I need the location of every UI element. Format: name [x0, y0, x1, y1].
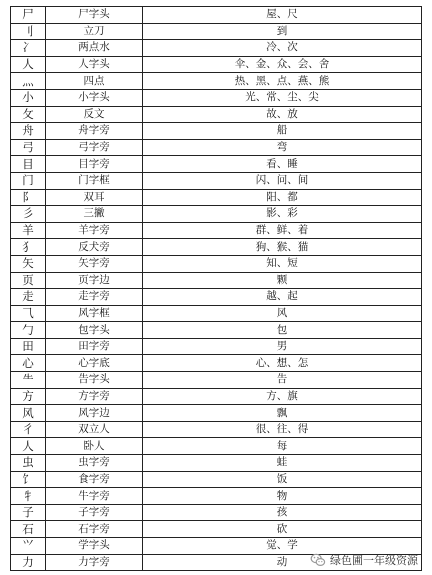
radical-cell: 灬 [11, 73, 46, 90]
table-row [11, 89, 422, 106]
radical-cell: 矢 [11, 255, 46, 272]
radical-cell: 羊 [11, 222, 46, 239]
examples-cell: 男 [143, 338, 422, 355]
table-row [11, 438, 422, 455]
radical-cell: 弓 [11, 139, 46, 156]
table-row [11, 289, 422, 306]
examples-cell: 冷、次 [143, 40, 422, 57]
examples-cell: 伞、金、众、会、舍 [143, 56, 422, 73]
examples-cell: 心、想、怎 [143, 355, 422, 372]
examples-cell: 越、起 [143, 289, 422, 306]
examples-cell: 动 [143, 554, 422, 571]
name-cell: 页字边 [46, 272, 143, 289]
radical-cell: 石 [11, 521, 46, 538]
name-cell: 学字头 [46, 538, 143, 555]
examples-cell: 每 [143, 438, 422, 455]
name-cell: 尸字头 [46, 7, 143, 24]
radical-cell: 人 [11, 438, 46, 455]
name-cell: 立刀 [46, 23, 143, 40]
table-row [11, 123, 422, 140]
table-row [11, 488, 422, 505]
table-row [11, 206, 422, 223]
examples-cell: 蛙 [143, 455, 422, 472]
table-row [11, 421, 422, 438]
name-cell: 小字头 [46, 89, 143, 106]
examples-cell: 光、常、尘、尖 [143, 89, 422, 106]
name-cell: 舟字旁 [46, 123, 143, 140]
name-cell: 卧人 [46, 438, 143, 455]
examples-cell: 屋、尺 [143, 7, 422, 24]
name-cell: 田字旁 [46, 338, 143, 355]
examples-cell: 阳、都 [143, 189, 422, 206]
radical-cell: 阝 [11, 189, 46, 206]
name-cell: 矢字旁 [46, 255, 143, 272]
radical-cell: ⺄ [11, 305, 46, 322]
radical-cell: 彡 [11, 206, 46, 223]
table-row [11, 222, 422, 239]
examples-cell: 到 [143, 23, 422, 40]
examples-cell: 船 [143, 123, 422, 140]
radical-cell: 牜 [11, 488, 46, 505]
name-cell: 三撇 [46, 206, 143, 223]
examples-cell: 闪、问、间 [143, 172, 422, 189]
name-cell: 牛字旁 [46, 488, 143, 505]
radical-cell: 风 [11, 405, 46, 422]
examples-cell: 看、睡 [143, 156, 422, 173]
table-row [11, 23, 422, 40]
table-row [11, 521, 422, 538]
table-row [11, 355, 422, 372]
radical-table [10, 6, 422, 571]
table-row [11, 338, 422, 355]
examples-cell: 弯 [143, 139, 422, 156]
table-row [11, 189, 422, 206]
radical-cell: 心 [11, 355, 46, 372]
radical-cell: ⺍ [11, 538, 46, 555]
examples-cell: 很、往、得 [143, 421, 422, 438]
examples-cell: 觉、学 [143, 538, 422, 555]
examples-cell: 方、旗 [143, 388, 422, 405]
radical-cell: ⺧ [11, 372, 46, 389]
table-row [11, 106, 422, 123]
radical-cell: 力 [11, 554, 46, 571]
table-row [11, 455, 422, 472]
radical-cell: 田 [11, 338, 46, 355]
radical-cell: 饣 [11, 471, 46, 488]
radical-cell: 走 [11, 289, 46, 306]
table-row [11, 504, 422, 521]
radical-cell: 勹 [11, 322, 46, 339]
table-row [11, 388, 422, 405]
table-row [11, 73, 422, 90]
radical-cell: 方 [11, 388, 46, 405]
examples-cell: 包 [143, 322, 422, 339]
name-cell: 风字框 [46, 305, 143, 322]
name-cell: 方字旁 [46, 388, 143, 405]
radical-cell: 虫 [11, 455, 46, 472]
watermark-text: 绿色圃一年级资源 [330, 554, 418, 567]
table-row [11, 7, 422, 24]
table-row [11, 322, 422, 339]
table-row [11, 305, 422, 322]
name-cell: 石字旁 [46, 521, 143, 538]
name-cell: 反文 [46, 106, 143, 123]
name-cell: 羊字旁 [46, 222, 143, 239]
name-cell: 目字旁 [46, 156, 143, 173]
radical-cell: 子 [11, 504, 46, 521]
examples-cell: 故、放 [143, 106, 422, 123]
table-row [11, 405, 422, 422]
radical-cell: 彳 [11, 421, 46, 438]
name-cell: 人字头 [46, 56, 143, 73]
examples-cell: 孩 [143, 504, 422, 521]
name-cell: 包字头 [46, 322, 143, 339]
radical-cell: 攵 [11, 106, 46, 123]
name-cell: 虫字旁 [46, 455, 143, 472]
examples-cell: 物 [143, 488, 422, 505]
table-row [11, 139, 422, 156]
table-row [11, 40, 422, 57]
radical-cell: 小 [11, 89, 46, 106]
watermark [310, 551, 418, 569]
examples-cell: 热、黑、点、燕、熊 [143, 73, 422, 90]
radical-table-body [11, 7, 422, 571]
radical-cell: 刂 [11, 23, 46, 40]
wechat-icon [310, 552, 326, 568]
radical-cell: 冫 [11, 40, 46, 57]
name-cell: 四点 [46, 73, 143, 90]
name-cell: 力字旁 [46, 554, 143, 571]
examples-cell: 影、彩 [143, 206, 422, 223]
name-cell: 子字旁 [46, 504, 143, 521]
name-cell: 风字边 [46, 405, 143, 422]
table-row [11, 272, 422, 289]
document-page [10, 6, 422, 571]
examples-cell: 知、短 [143, 255, 422, 272]
table-row [11, 255, 422, 272]
radical-cell: 人 [11, 56, 46, 73]
examples-cell: 颗 [143, 272, 422, 289]
table-row [11, 156, 422, 173]
name-cell: 反犬旁 [46, 239, 143, 256]
name-cell: 食字旁 [46, 471, 143, 488]
radical-cell: 页 [11, 272, 46, 289]
radical-cell: 舟 [11, 123, 46, 140]
examples-cell: 风 [143, 305, 422, 322]
table-row [11, 239, 422, 256]
radical-cell: 尸 [11, 7, 46, 24]
name-cell: 双耳 [46, 189, 143, 206]
radical-cell: 目 [11, 156, 46, 173]
table-row [11, 471, 422, 488]
name-cell: 双立人 [46, 421, 143, 438]
name-cell: 门字框 [46, 172, 143, 189]
name-cell: 心字底 [46, 355, 143, 372]
radical-cell: 门 [11, 172, 46, 189]
name-cell: 弓字旁 [46, 139, 143, 156]
examples-cell: 群、鲜、着 [143, 222, 422, 239]
examples-cell: 狗、猴、猫 [143, 239, 422, 256]
examples-cell: 饭 [143, 471, 422, 488]
examples-cell: 砍 [143, 521, 422, 538]
table-row [11, 56, 422, 73]
table-row [11, 172, 422, 189]
examples-cell: 飘 [143, 405, 422, 422]
name-cell: 走字旁 [46, 289, 143, 306]
radical-cell: 犭 [11, 239, 46, 256]
name-cell: 告字头 [46, 372, 143, 389]
name-cell: 两点水 [46, 40, 143, 57]
table-row [11, 372, 422, 389]
examples-cell: 告 [143, 372, 422, 389]
